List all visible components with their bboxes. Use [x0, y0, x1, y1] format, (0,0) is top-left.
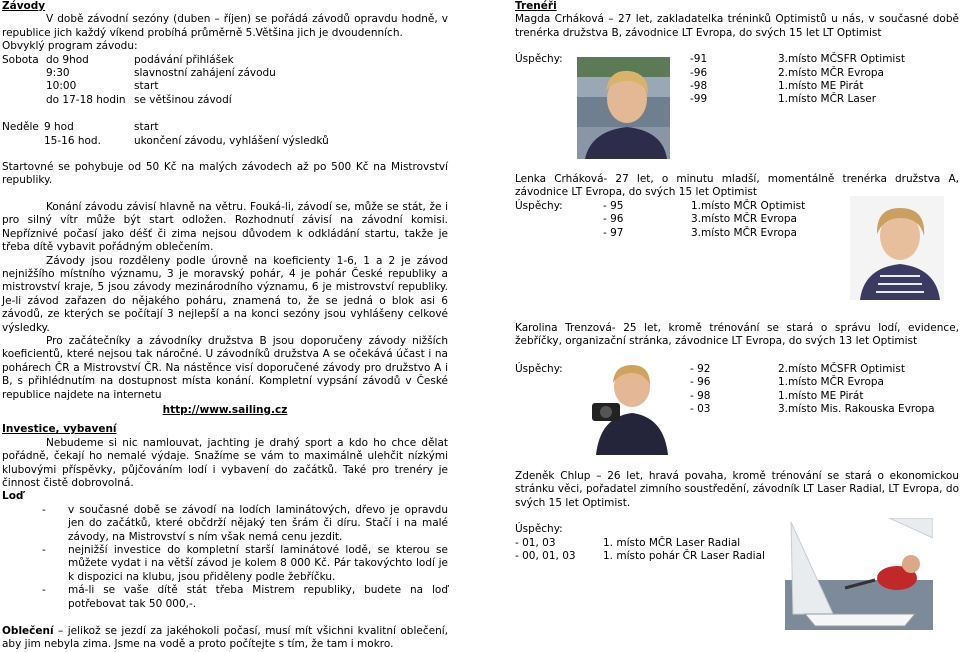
clothing-paragraph: Oblečení – jelikož se jezdí za jakéhokoli počasí, musí mít všichni kvalitní oblečení, aby jim nebyla zima. Jsme na vodě a proto počítejte s tím, že tam i mokro. — [2, 625, 448, 651]
program-row: 9:30 slavnostní zahájení závodu — [46, 67, 276, 80]
coach4-achievements: - 01, 03 1. místo MČR Laser Radial - 00, 01, 03 1. místo pohár ČR Laser Radial — [515, 536, 765, 563]
sailing-link[interactable]: http://www.sailing.cz — [162, 403, 288, 416]
coach4-text: Zdeněk Chlup – 26 let, hravá povaha, kromě trénování se stará o ekonomickou stránku věci, pořadatel zimního soustředění, závodník LT Laser Radial, LT Evropa, do svých 15 let Optimist. — [515, 470, 959, 509]
left-column — [2, 0, 448, 652]
coach4-label: Úspěchy: — [515, 523, 563, 536]
coach3-achievements: Úspěchy: - 92 2.místo MČSFR Optimist - 96 1.místo MČR Evropa - 98 1.místo ME Pirát - 03 3.místo Mis. Rakouska Evropa — [515, 362, 935, 416]
program-heading: Obvyklý program závodu: — [2, 40, 138, 53]
coach1-achievements: Úspěchy: -91 3.místo MČSFR Optimist -96 2.místo MČR Evropa -98 1.místo ME Pirát -99 1.místo MČR Laser — [515, 53, 905, 106]
program-row: Neděle 9 hod start — [2, 121, 159, 134]
list-item: - nejnižší investice do kompletní starší laminátové lodě, se kterou se můžete vydat i na větší závod je kolem 8 000 Kč. Pár takovýchto lodí je k dispozici na klubu, jsou přiděleny podle žebříčku. — [2, 544, 448, 584]
recommended-paragraph: Pro začátečníky a závodníky družstva B jsou doporučeny závody nižších koeficientů, které nejsou tak náročné. U závodníků družstva A se očekává účast i na pohárech ČR a Mistrovství ČR. Na nástěnce visí doporučené závody pro družstvo A i B, s přihlédnutím na dostupnost místa konání. Kompletní vypsání závodů v České republice najdete na internetu — [2, 334, 448, 401]
program-row: 15-16 hod. ukončení závodu, vyhlášení výsledků — [44, 134, 329, 147]
program-row: Sobota do 9hod podávání přihlášek — [2, 53, 234, 66]
boat-list — [2, 504, 448, 611]
coach1-text: Magda Crháková – 27 let, zakladatelka tréninků Optimistů u nás, v současné době trenérka družstva B, závodnice LT Evropa, do svých 15 let LT Optimist — [515, 13, 959, 39]
coach2-achievements: Úspěchy: - 95 1.místo MČR Optimist - 96 3.místo MČR Evropa - 97 3.místo MČR Evropa — [515, 199, 806, 239]
coach3-photo — [578, 357, 670, 455]
boat-heading: Loď — [2, 490, 24, 503]
wind-paragraph: Konání závodu závisí hlavně na větru. Fouká-li, závodí se, může se stát, že i pro silný vítr může být start odložen. Rozhodnutí závisí na závodní komisi. Nepříznivé počasí jako déšť či zima nejsou důvodem k odkládání startu, takže je třeba dítě vybavit pořádným oblečením. — [2, 200, 448, 254]
coach2-photo — [850, 196, 944, 300]
clothing-label: Oblečení — [2, 625, 54, 638]
races-heading: Závody — [2, 0, 46, 12]
coach4-photo — [785, 518, 933, 630]
investment-heading: Investice, vybavení — [2, 423, 117, 436]
coach3-text: Karolina Trenzová- 25 let, kromě trénování se stará o správu lodí, evidence, žebříčky, organizační stránka, závodnice LT Evropa, do svých 13 let Optimist — [515, 322, 959, 348]
saturday-program — [2, 54, 448, 108]
program-row: do 17-18 hodin se většinou závodí — [46, 93, 232, 106]
program-row: 10:00 start — [46, 80, 159, 93]
sunday-program — [2, 121, 448, 148]
coefficient-paragraph: Závody jsou rozděleny podle úrovně na koeficienty 1-6, 1 a 2 je závod nejnižšího místního významu, 3 je moravský pohár, 4 je pohár České republiky a mistrovství kraje, 5 jsou závody mezinárodního významu, 6 je mistrovství republiky. Je-li závod zařazen do nějakého poháru, znamená to, že se jedná o blok asi 6 závodů, ze kterých se počítají 3 nejlepší a na konci sezóny jsou vyhlášeny celkové výsledky. — [2, 254, 448, 334]
coaches-heading: Trenéři — [515, 0, 557, 12]
coach1-photo — [577, 57, 670, 159]
list-item: - v současné době se závodí na lodích laminátových, dřevo je opravdu jen do začátků, které občdrží nějaký ten šrám či díru. Stačí i na malé závody, na Mistrovství s ním však nemá cenu jezdit. — [2, 504, 448, 544]
fee-text: Startovné se pohybuje od 50 Kč na malých závodech až po 500 Kč na Mistrovství republiky. — [2, 161, 448, 187]
list-item: - má-li se vaše dítě stát třeba Mistrem republiky, budete na loď potřebovat tak 50 000,-. — [2, 584, 448, 611]
races-intro: V době závodní sezóny (duben – říjen) se pořádá závodů opravdu hodně, v republice jich každý víkend probíhá průměrně 5.Většina jich je dvoudenních. — [2, 13, 448, 39]
investment-text: Nebudeme si nic namlouvat, jachting je drahý sport a kdo ho chce dělat pořádně, čekají ho nemalé výdaje. Snažíme se vám to maximálně ulehčit nízkými klubovými příspěvky, půjčováním lodí i vybavení do začátků. Také pro trenéry je činnost čistě dobrovolná. — [2, 436, 448, 489]
coach2-text: Lenka Crháková- 27 let, o minutu mladší, momentálně trenérka družstva A, závodnice LT Evropa, do svých 15 let Optimist — [515, 173, 959, 199]
